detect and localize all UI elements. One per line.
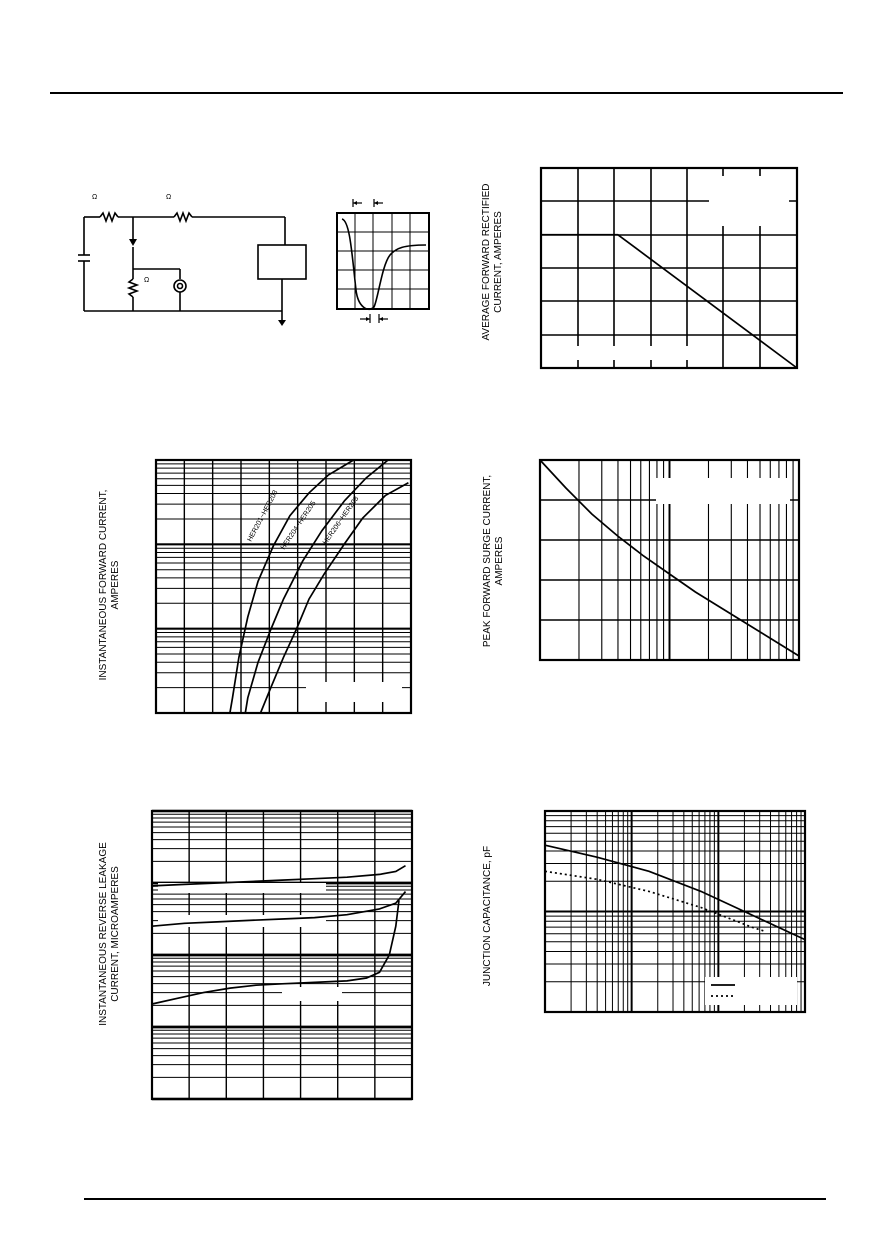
fwd-series-label-1: HER204~HER205 xyxy=(279,499,318,552)
fwd-legend-box xyxy=(306,682,402,702)
resistor-label-3: Ω xyxy=(144,277,150,284)
header-rule xyxy=(50,92,843,94)
avg-note-box xyxy=(549,346,709,360)
rev-label-box-3 xyxy=(282,987,342,1001)
resistor-label-2: Ω xyxy=(166,194,172,201)
avg-current-plot xyxy=(541,168,797,368)
fwd-series-2 xyxy=(261,483,409,713)
cap-series-0 xyxy=(545,845,805,939)
surge-current-ylabel: PEAK FORWARD SURGE CURRENT, AMPERES xyxy=(482,474,505,648)
forward-current-ylabel: INSTANTANEOUS FORWARD CURRENT, AMPERES xyxy=(98,489,121,681)
cap-series-1 xyxy=(545,871,766,931)
resistor-label-1: Ω xyxy=(92,194,98,201)
fwd-series-label-0: HER201~HER203 xyxy=(246,489,280,543)
avg-current-ylabel: AVERAGE FORWARD RECTIFIED CURRENT, AMPERES xyxy=(481,183,504,341)
test-circuit-diagram xyxy=(70,185,320,335)
forward-characteristics-chart xyxy=(156,460,411,713)
reverse-leakage-ylabel: INSTANTANEOUS REVERSE LEAKAGE CURRENT, MICROAMPERES xyxy=(98,842,121,1026)
fwd-series-label-2: HER206~HER208 xyxy=(321,495,361,547)
junction-capacitance-chart xyxy=(545,811,805,1012)
cap-legend-box xyxy=(705,977,797,1005)
junction-capacitance-plot xyxy=(545,811,805,1012)
footer-rule xyxy=(84,1198,826,1200)
avg-current-chart xyxy=(541,168,797,368)
reverse-leakage-plot xyxy=(152,811,412,1099)
reverse-leakage-chart xyxy=(152,811,412,1099)
junction-capacitance-ylabel: JUNCTION CAPACITANCE, pF xyxy=(482,845,493,987)
fwd-series-0 xyxy=(230,460,354,713)
avg-legend-box xyxy=(709,176,789,226)
recovery-waveform xyxy=(330,195,440,330)
fwd-frame xyxy=(156,460,411,713)
surge-current-chart xyxy=(540,460,799,660)
surge-current-plot xyxy=(540,460,799,660)
forward-characteristics-plot xyxy=(156,460,411,713)
surge-legend-box xyxy=(656,478,790,504)
